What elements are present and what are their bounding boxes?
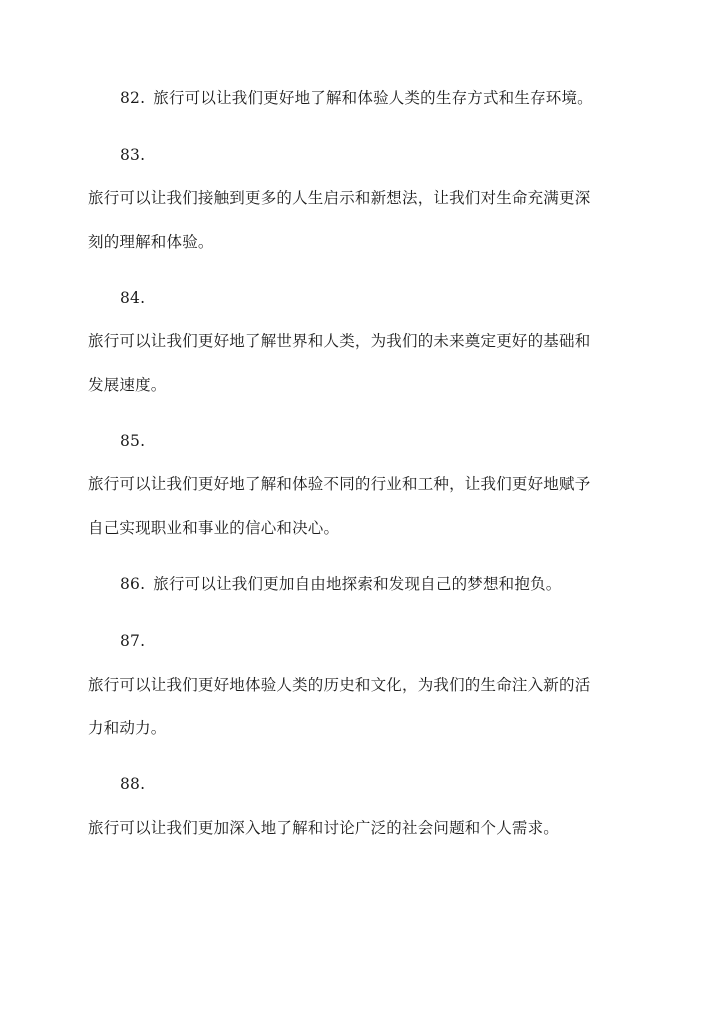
item-82 bbox=[120, 87, 680, 109]
item-87-line-1: 旅行可以让我们更好地体验人类的历史和文化，为我们的生命注入新的活 bbox=[88, 676, 591, 694]
item-number-88: 88. bbox=[120, 775, 146, 793]
item-number-83: 83. bbox=[120, 146, 146, 164]
item-86 bbox=[120, 573, 680, 595]
item-text: 旅行可以让我们更加自由地探索和发现自己的梦想和抱负。 bbox=[153, 575, 562, 593]
item-85-line-2: 自己实现职业和事业的信心和决心。 bbox=[88, 519, 340, 537]
item-number: 86. bbox=[120, 575, 146, 593]
item-number: 82. bbox=[120, 89, 146, 107]
item-84-line-1: 旅行可以让我们更好地了解世界和人类，为我们的未来奠定更好的基础和 bbox=[88, 332, 591, 350]
item-87-line-2: 力和动力。 bbox=[88, 719, 167, 737]
item-88-line-1: 旅行可以让我们更加深入地了解和讨论广泛的社会问题和个人需求。 bbox=[88, 819, 560, 837]
item-85-line-1: 旅行可以让我们更好地了解和体验不同的行业和工种，让我们更好地赋予 bbox=[88, 475, 591, 493]
item-number-85: 85. bbox=[120, 432, 146, 450]
item-text: 旅行可以让我们更好地了解和体验人类的生存方式和生存环境。 bbox=[153, 89, 593, 107]
item-number-87: 87. bbox=[120, 632, 146, 650]
item-83-line-1: 旅行可以让我们接触到更多的人生启示和新想法，让我们对生命充满更深 bbox=[88, 189, 591, 207]
item-84-line-2: 发展速度。 bbox=[88, 376, 167, 394]
item-number-84: 84. bbox=[120, 289, 146, 307]
item-83-line-2: 刻的理解和体验。 bbox=[88, 233, 214, 251]
